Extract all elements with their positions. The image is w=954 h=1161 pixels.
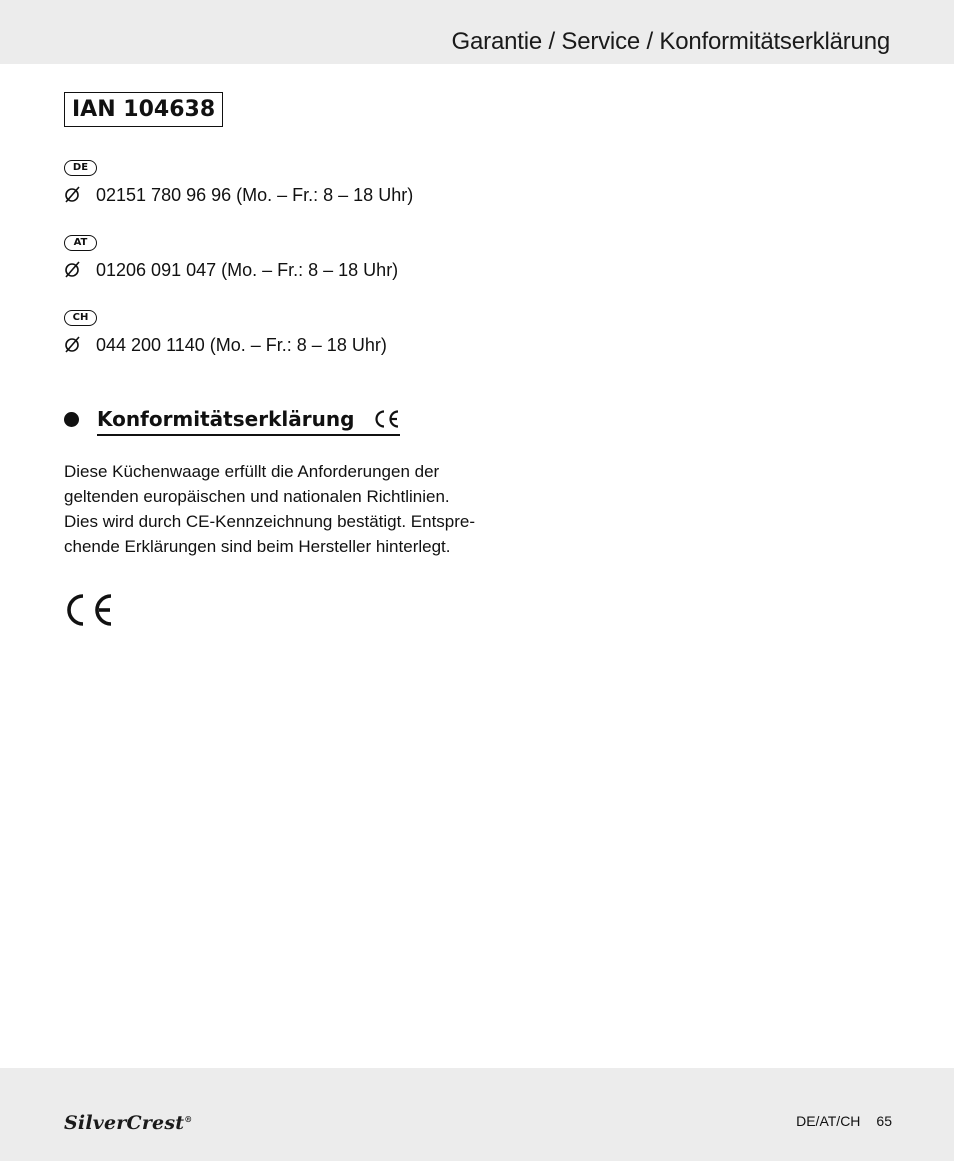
page-number: 65	[876, 1113, 892, 1129]
brand-name: SilverCrest	[64, 1112, 185, 1134]
country-badge-at: AT	[64, 235, 97, 251]
ian-label: IAN 104638	[64, 92, 223, 127]
paragraph-line: Dies wird durch CE-Kennzeichnung bestätigt. Entspre-	[64, 512, 476, 531]
country-badge-ch: CH	[64, 310, 97, 326]
ce-mark-icon	[373, 408, 401, 430]
paragraph-line: Diese Küchenwaage erfüllt die Anforderungen der	[64, 462, 440, 481]
phone-number-ch: 044 200 1140 (Mo. – Fr.: 8 – 18 Uhr)	[96, 335, 387, 355]
phone-icon	[64, 259, 82, 279]
phone-icon	[64, 334, 82, 354]
country-badge-de: DE	[64, 160, 97, 176]
footer-countries: DE/AT/CH	[796, 1113, 861, 1129]
ce-mark-icon	[64, 592, 114, 628]
phone-number-de: 02151 780 96 96 (Mo. – Fr.: 8 – 18 Uhr)	[96, 185, 414, 205]
footer-info	[796, 1113, 892, 1129]
phone-number-at: 01206 091 047 (Mo. – Fr.: 8 – 18 Uhr)	[96, 260, 399, 280]
section-bullet	[64, 412, 79, 427]
brand-logo	[64, 1112, 192, 1134]
paragraph-line: geltenden europäischen und nationalen Richtlinien.	[64, 487, 450, 506]
conformity-paragraph	[64, 459, 484, 559]
phone-icon	[64, 184, 82, 204]
section-heading-underline	[97, 434, 400, 436]
page-title: Garantie / Service / Konformitätserklärung	[451, 28, 890, 55]
paragraph-line: chende Erklärungen sind beim Hersteller hinterlegt.	[64, 537, 451, 556]
registered-mark: ®	[184, 1114, 193, 1124]
section-heading: Konformitätserklärung	[97, 407, 355, 431]
